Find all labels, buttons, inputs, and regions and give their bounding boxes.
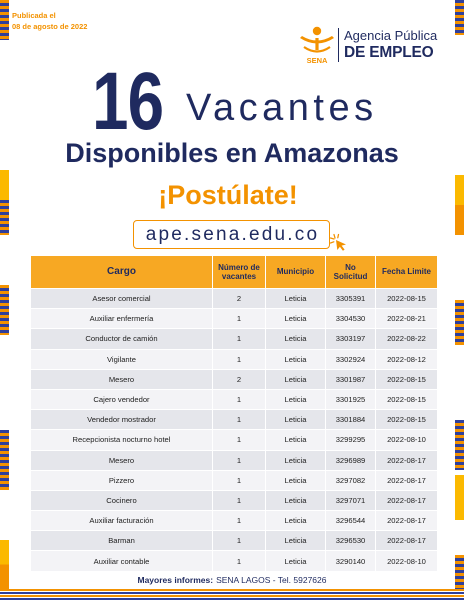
table-row (31, 329, 438, 349)
cell-solicitud: 3301987 (326, 369, 376, 389)
table-row (31, 511, 438, 531)
cell-municipio: Leticia (266, 490, 326, 510)
cell-solicitud: 3297071 (326, 490, 376, 510)
cell-fecha: 2022-08-17 (376, 531, 438, 551)
cell-cargo: Auxiliar enfermería (31, 309, 213, 329)
cell-municipio: Leticia (266, 551, 326, 571)
website-url[interactable]: ape.sena.edu.co (145, 224, 320, 245)
publication-date (12, 10, 87, 32)
bottom-stripe-decoration (0, 589, 464, 600)
cell-vacantes: 2 (213, 369, 266, 389)
cell-municipio: Leticia (266, 470, 326, 490)
cell-solicitud: 3290140 (326, 551, 376, 571)
agency-line-2: DE EMPLEO (344, 44, 434, 61)
cell-municipio: Leticia (266, 450, 326, 470)
left-stripe-decoration (0, 430, 9, 490)
published-date: 08 de agosto de 2022 (12, 22, 88, 31)
cell-municipio: Leticia (266, 430, 326, 450)
header-cargo: Cargo (31, 256, 213, 289)
cell-municipio: Leticia (266, 389, 326, 409)
cell-solicitud: 3296544 (326, 511, 376, 531)
cell-solicitud: 3301884 (326, 410, 376, 430)
table-row (31, 389, 438, 409)
cell-fecha: 2022-08-15 (376, 410, 438, 430)
cell-solicitud: 3305391 (326, 289, 376, 309)
cell-vacantes: 1 (213, 551, 266, 571)
cell-cargo: Mesero (31, 450, 213, 470)
agency-line-1: Agencia Pública (344, 28, 438, 43)
vacancy-table (30, 255, 438, 572)
cell-cargo: Asesor comercial (31, 289, 213, 309)
cell-municipio: Leticia (266, 369, 326, 389)
cell-cargo: Pizzero (31, 470, 213, 490)
right-stripe-decoration (455, 0, 464, 35)
table-row (31, 410, 438, 430)
header-solicitud: No Solicitud (326, 256, 376, 289)
cell-solicitud: 3296989 (326, 450, 376, 470)
footer-label: Mayores informes: (137, 575, 214, 585)
cell-fecha: 2022-08-17 (376, 470, 438, 490)
right-stripe-decoration (455, 420, 464, 470)
vacancy-count: 16 (92, 56, 164, 147)
cell-cargo: Auxiliar facturación (31, 511, 213, 531)
footer-contact: SENA LAGOS - Tel. 5927626 (216, 575, 327, 585)
cell-fecha: 2022-08-17 (376, 450, 438, 470)
cell-municipio: Leticia (266, 309, 326, 329)
table-row (31, 430, 438, 450)
table-row (31, 349, 438, 369)
cell-fecha: 2022-08-12 (376, 349, 438, 369)
cell-cargo: Barman (31, 531, 213, 551)
cell-fecha: 2022-08-17 (376, 511, 438, 531)
cell-cargo: Vendedor mostrador (31, 410, 213, 430)
table-row (31, 551, 438, 571)
cell-fecha: 2022-08-15 (376, 389, 438, 409)
table-body (31, 289, 438, 572)
table-row (31, 289, 438, 309)
cell-fecha: 2022-08-17 (376, 490, 438, 510)
cell-municipio: Leticia (266, 511, 326, 531)
left-stripe-decoration (0, 285, 9, 335)
cell-solicitud: 3302924 (326, 349, 376, 369)
table-header-row (31, 256, 438, 289)
cell-solicitud: 3303197 (326, 329, 376, 349)
cell-municipio: Leticia (266, 289, 326, 309)
right-stripe-decoration (455, 300, 464, 345)
cell-municipio: Leticia (266, 410, 326, 430)
cell-solicitud: 3296530 (326, 531, 376, 551)
cell-fecha: 2022-08-15 (376, 289, 438, 309)
cell-vacantes: 1 (213, 349, 266, 369)
cell-vacantes: 2 (213, 289, 266, 309)
table-row (31, 470, 438, 490)
cell-vacantes: 1 (213, 531, 266, 551)
apply-call-to-action: ¡Postúlate! (158, 180, 298, 210)
cell-cargo: Cocinero (31, 490, 213, 510)
cell-vacantes: 1 (213, 490, 266, 510)
cell-cargo: Vigilante (31, 349, 213, 369)
cell-cargo: Auxiliar contable (31, 551, 213, 571)
table-row (31, 531, 438, 551)
published-label: Publicada el (12, 11, 56, 20)
cell-municipio: Leticia (266, 349, 326, 369)
cell-solicitud: 3301925 (326, 389, 376, 409)
cell-fecha: 2022-08-22 (376, 329, 438, 349)
cell-cargo: Recepcionista nocturno hotel (31, 430, 213, 450)
click-cursor-icon (329, 233, 349, 253)
table-row (31, 309, 438, 329)
table-row (31, 490, 438, 510)
sena-logo-icon (297, 26, 337, 64)
left-stripe-decoration (0, 0, 9, 40)
cell-vacantes: 1 (213, 389, 266, 409)
cell-vacantes: 1 (213, 430, 266, 450)
cell-cargo: Cajero vendedor (31, 389, 213, 409)
contact-footer (0, 575, 464, 585)
logo-wordmark: SENA (306, 56, 328, 64)
cell-fecha: 2022-08-10 (376, 430, 438, 450)
right-yellow-decoration (455, 475, 464, 520)
website-link[interactable] (133, 220, 330, 249)
header-vacantes: Número de vacantes (213, 256, 266, 289)
page-subtitle: Disponibles en Amazonas (65, 138, 399, 168)
cell-vacantes: 1 (213, 329, 266, 349)
cell-municipio: Leticia (266, 329, 326, 349)
cell-solicitud: 3304530 (326, 309, 376, 329)
logo-divider (338, 28, 339, 62)
cell-fecha: 2022-08-15 (376, 369, 438, 389)
cell-vacantes: 1 (213, 511, 266, 531)
table-row (31, 450, 438, 470)
cell-municipio: Leticia (266, 531, 326, 551)
cell-fecha: 2022-08-10 (376, 551, 438, 571)
header-municipio: Municipio (266, 256, 326, 289)
cell-solicitud: 3297082 (326, 470, 376, 490)
cell-vacantes: 1 (213, 470, 266, 490)
cell-fecha: 2022-08-21 (376, 309, 438, 329)
cell-cargo: Conductor de camión (31, 329, 213, 349)
vacancy-word: Vacantes (186, 87, 378, 129)
cell-vacantes: 1 (213, 450, 266, 470)
cell-cargo: Mesero (31, 369, 213, 389)
header-fecha: Fecha Limite (376, 256, 438, 289)
cell-vacantes: 1 (213, 410, 266, 430)
agency-name (344, 28, 437, 61)
table-row (31, 369, 438, 389)
cell-vacantes: 1 (213, 309, 266, 329)
cell-solicitud: 3299295 (326, 430, 376, 450)
